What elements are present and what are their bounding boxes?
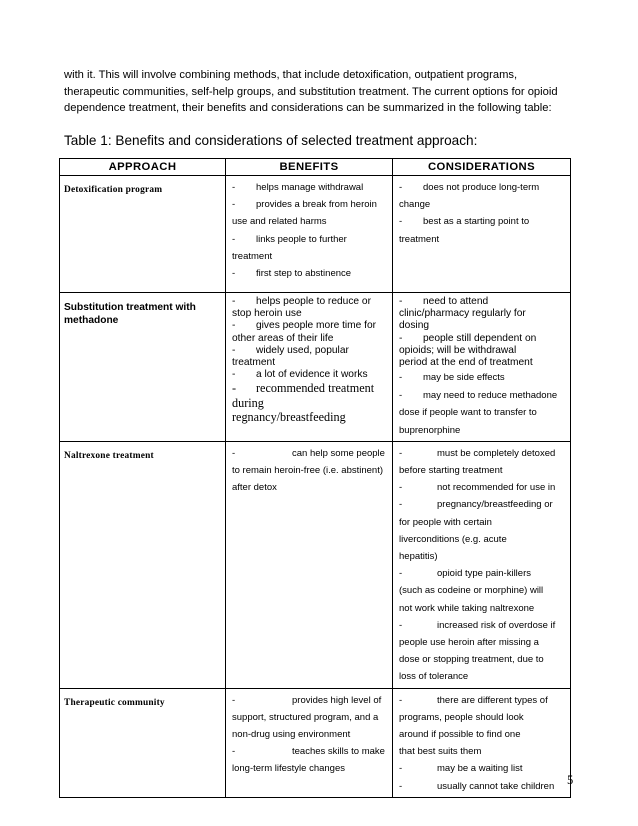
list-item-continued: not work while taking naltrexone <box>399 602 535 614</box>
bullet-dash: - <box>232 320 236 332</box>
treatment-table <box>59 158 574 798</box>
bullet-dash: - <box>399 763 403 775</box>
list-item-continued: stop heroin use <box>232 308 302 320</box>
table-row <box>60 176 571 293</box>
list-item: teaches skills to make <box>292 746 385 758</box>
list-item: helps people to reduce or <box>256 296 371 307</box>
approach-cell: Detoxification program <box>60 176 226 293</box>
list-item: recommended treatment <box>256 381 375 396</box>
list-item: not recommended for use in <box>437 482 556 494</box>
bullet-dash: - <box>232 268 236 280</box>
intro-line: dependence treatment, their benefits and considerations can be summarized in the following table: <box>64 102 552 114</box>
bullet-dash: - <box>399 482 403 494</box>
header-considerations: CONSIDERATIONS <box>393 159 571 176</box>
bullet-dash: - <box>232 199 236 211</box>
list-item: first step to abstinence <box>256 268 352 280</box>
bullet-dash: - <box>399 619 403 631</box>
list-item-continued: (such as codeine or morphine) will <box>399 585 544 597</box>
list-item-continued: liverconditions (e.g. acute <box>399 533 507 545</box>
bullet-dash: - <box>399 447 403 459</box>
list-item: there are different types of <box>437 694 548 706</box>
header-benefits: BENEFITS <box>226 159 393 176</box>
list-item-continued: other areas of their life <box>232 332 334 344</box>
list-item: need to attend <box>423 296 489 307</box>
benefits-cell <box>226 441 393 688</box>
list-item-continued: regnancy/breastfeeding <box>232 410 346 425</box>
benefits-cell <box>226 688 393 797</box>
list-item-continued: dose or stopping treatment, due to <box>399 654 544 666</box>
list-item-continued: that best suits them <box>399 746 482 758</box>
list-item: usually cannot take children <box>437 780 555 792</box>
list-item-continued: for people with certain <box>399 516 492 528</box>
bullet-dash: - <box>399 694 403 706</box>
list-item: provides a break from heroin <box>256 199 377 211</box>
list-item-continued: to remain heroin-free (i.e. abstinent) <box>232 465 384 477</box>
bullet-dash: - <box>399 499 403 511</box>
approach-cell: Substitution treatment with methadone <box>60 293 226 442</box>
bullet-dash: - <box>232 182 236 193</box>
list-item: may be side effects <box>423 372 505 384</box>
intro-paragraph <box>64 67 584 117</box>
bullet-dash: - <box>232 344 236 356</box>
benefits-cell <box>226 293 393 442</box>
list-item: helps manage withdrawal <box>256 182 364 193</box>
list-item: best as a starting point to <box>423 216 530 228</box>
list-item-continued: around if possible to find one <box>399 729 521 741</box>
intro-line: with it. This will involve combining methods, that include detoxification, outpatient programs, <box>64 69 518 81</box>
list-item-continued: clinic/pharmacy regularly for <box>399 308 526 320</box>
bullet-dash: - <box>232 381 237 396</box>
list-item: pregnancy/breastfeeding or <box>437 499 553 511</box>
considerations-cell <box>393 441 571 688</box>
list-item-continued: loss of tolerance <box>399 671 469 683</box>
bullet-dash: - <box>232 447 236 459</box>
bullet-dash: - <box>399 568 403 580</box>
page-number: 5 <box>567 773 574 787</box>
bullet-dash: - <box>232 369 236 381</box>
header-approach: APPROACH <box>60 159 226 176</box>
list-item: can help some people <box>292 447 385 459</box>
list-item-continued: use and related harms <box>232 216 327 228</box>
bullet-dash: - <box>399 372 403 384</box>
bullet-dash: - <box>232 694 236 706</box>
benefits-cell <box>226 176 393 293</box>
list-item-continued: period at the end of treatment <box>399 357 533 369</box>
table-row <box>60 688 571 797</box>
list-item: widely used, popular <box>256 344 349 356</box>
list-item: gives people more time for <box>256 320 377 332</box>
list-item-continued: people use heroin after missing a <box>399 637 539 649</box>
list-item-continued: change <box>399 199 431 211</box>
considerations-cell <box>393 688 574 797</box>
list-item: increased risk of overdose if <box>437 619 556 631</box>
list-item-continued: hepatitis) <box>399 551 438 563</box>
bullet-dash: - <box>232 233 236 245</box>
list-item-continued: dosing <box>399 320 430 332</box>
bullet-dash: - <box>399 780 403 792</box>
list-item-continued: opioids; will be withdrawal <box>399 344 517 356</box>
list-item: may need to reduce methadone <box>423 390 558 402</box>
list-item-continued: non-drug using environment <box>232 729 351 741</box>
list-item: a lot of evidence it works <box>256 369 368 381</box>
list-item-continued: after detox <box>232 482 277 494</box>
list-item-continued: support, structured program, and a <box>232 711 379 723</box>
list-item-continued: treatment <box>232 357 276 369</box>
bullet-dash: - <box>399 182 403 193</box>
list-item-continued: buprenorphine <box>399 424 461 436</box>
list-item-continued: treatment <box>232 250 273 262</box>
bullet-dash: - <box>399 390 403 402</box>
list-item-continued: long-term lifestyle changes <box>232 763 345 775</box>
bullet-dash: - <box>399 216 403 228</box>
list-item-continued: before starting treatment <box>399 465 503 477</box>
bullet-dash: - <box>232 296 236 307</box>
list-item: does not produce long-term <box>423 182 540 193</box>
list-item-continued: dose if people want to transfer to <box>399 407 537 419</box>
table-row <box>60 441 571 688</box>
table-header-row <box>60 159 571 176</box>
considerations-cell <box>393 176 571 293</box>
list-item: people still dependent on <box>423 332 537 344</box>
list-item: opioid type pain-killers <box>437 568 531 580</box>
list-item: may be a waiting list <box>437 763 523 775</box>
list-item: provides high level of <box>292 694 382 706</box>
list-item: must be completely detoxed <box>437 447 556 459</box>
table-caption: Table 1: Benefits and considerations of selected treatment approach: <box>64 133 478 148</box>
list-item-continued: treatment <box>399 233 440 245</box>
bullet-dash: - <box>399 296 403 307</box>
list-item: links people to further <box>256 233 347 245</box>
intro-line: therapeutic communities, self-help groups, and substitution treatment. The current options for opioid <box>64 85 558 98</box>
bullet-dash: - <box>232 746 236 758</box>
considerations-cell <box>393 293 571 442</box>
approach-cell: Naltrexone treatment <box>60 441 226 688</box>
list-item-continued: programs, people should look <box>399 711 524 723</box>
bullet-dash: - <box>399 332 403 344</box>
list-item-continued: during <box>232 395 264 410</box>
approach-cell: Therapeutic community <box>60 688 226 797</box>
table-row <box>60 293 571 442</box>
